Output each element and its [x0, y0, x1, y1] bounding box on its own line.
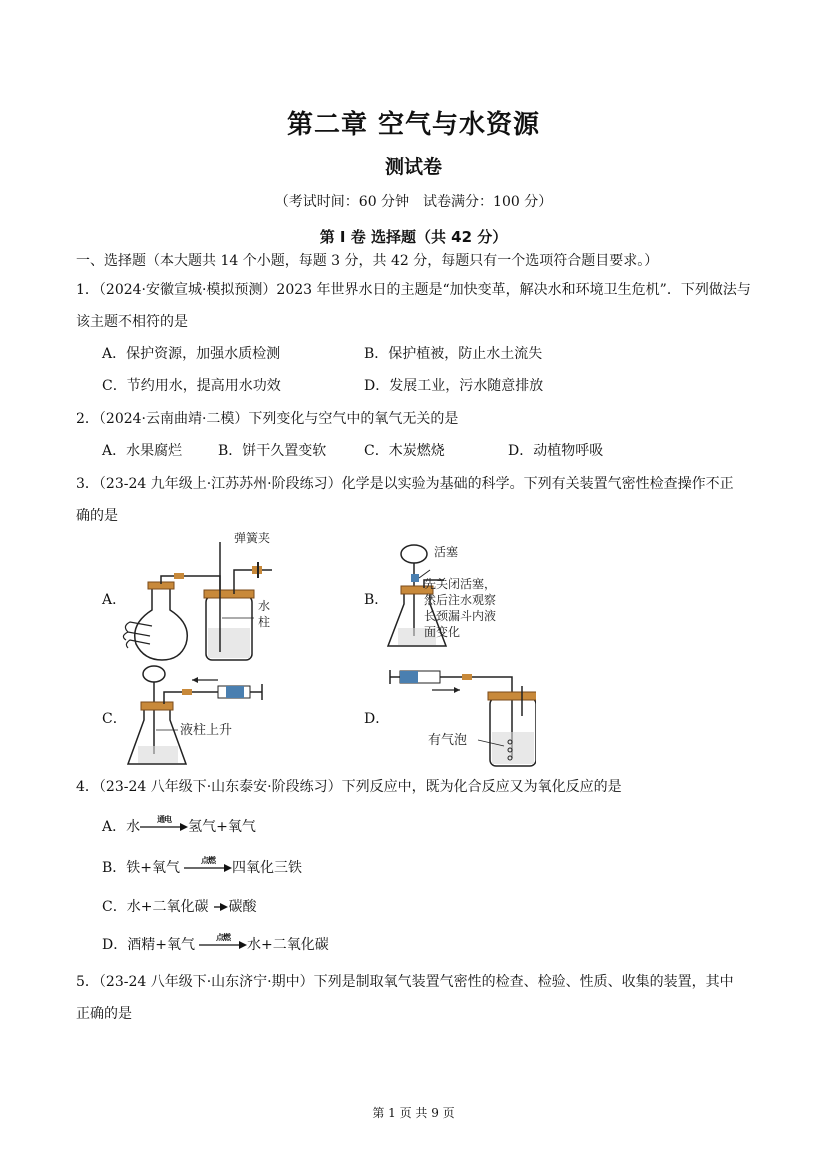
q4-b-reactants: B．铁+氧气: [102, 860, 181, 876]
bottle-stopper-d: [488, 692, 536, 700]
q3-figure-b: [384, 540, 534, 654]
q4-b-condition: 点燃: [201, 856, 216, 865]
syringe-plunger: [226, 686, 244, 698]
q2-option-c: C．木炭燃烧: [364, 443, 445, 459]
q3-option-a: A．: [102, 592, 127, 608]
q4-option-c: [102, 897, 256, 917]
q4-option-b: [102, 858, 302, 878]
q1-option-d: D．发展工业，污水随意排放: [364, 378, 544, 394]
reaction-arrow: [214, 902, 228, 912]
q1-option-b: B．保护植被，防止水土流失: [364, 346, 543, 362]
q3-figure-d: [386, 666, 536, 768]
q4-b-products: 四氧化三铁: [232, 860, 303, 876]
q4-d-products: 水+二氧化碳: [246, 937, 329, 953]
q3-option-c: C．: [102, 711, 127, 727]
q4-d-condition: 点燃: [215, 933, 230, 942]
fig-b-note-4: 面变化: [424, 625, 461, 639]
q4-stem: 4．（23-24 八年级下·山东泰安·阶段练习）下列反应中，既为化合反应又为氧化反应的是: [76, 779, 622, 795]
q2-option-b: B．饼干久置变软: [218, 443, 327, 459]
q4-c-products: 碳酸: [228, 899, 257, 915]
q3-option-b: B．: [364, 592, 389, 608]
valve-handle: [411, 574, 419, 582]
fig-b-note-2: 然后注水观察: [424, 593, 497, 607]
exam-meta: （考试时间：60 分钟 试卷满分：100 分）: [274, 194, 553, 210]
bottle-water-d: [492, 732, 534, 764]
q4-a-condition: 通电: [157, 815, 172, 824]
fig-b-valve-label: 活塞: [434, 545, 459, 559]
q3-figure-c: [122, 664, 272, 768]
q1-option-c: C．节约用水，提高用水功效: [102, 378, 281, 394]
q3-figure-a: [122, 532, 282, 664]
q4-option-a: [102, 817, 256, 837]
flask-water-c: [138, 746, 178, 763]
q4-option-d: [102, 935, 329, 955]
page-footer: 第 1 页 共 9 页: [372, 1106, 455, 1120]
q2-option-d: D．动植物呼吸: [508, 443, 604, 459]
q2-option-a: A．水果腐烂: [102, 443, 183, 459]
reaction-arrow: [184, 856, 232, 873]
rubber-joint-1: [174, 573, 184, 579]
hand-shape: [123, 622, 152, 648]
q3-option-d: D．: [364, 711, 390, 727]
flask-stopper-c: [141, 702, 173, 710]
fig-d-note: 有气泡: [428, 733, 468, 748]
section-heading: 第 I 卷 选择题（共 42 分）: [319, 228, 508, 246]
fig-a-clamp-label: 弹簧夹: [234, 532, 271, 545]
page-subtitle: 测试卷: [384, 156, 442, 178]
bottle-water: [208, 628, 250, 658]
q1-option-a: A．保护资源，加强水质检测: [102, 346, 281, 362]
page-title: 第二章 空气与水资源: [286, 110, 541, 140]
fig-b-note-1: 先关闭活塞，: [424, 577, 497, 591]
bottle-stopper: [204, 590, 254, 598]
q1-stem-line2: 该主题不相符的是: [76, 314, 188, 330]
q4-c-reactants: C．水+二氧化碳: [102, 899, 209, 915]
q1-stem-line1: 1．（2024·安徽宣城·模拟预测）2023 年世界水日的主题是“加快变革，解决水和环境卫生危机”．下列做法与: [76, 282, 751, 298]
funnel-bulb-c: [143, 666, 165, 682]
q5-stem-line1: 5．（23-24 八年级下·山东济宁·期中）下列是制取氧气装置气密性的检查、检验、性质、收集的装置，其中: [76, 974, 734, 990]
instruction-text: 一、选择题（本大题共 14 个小题，每题 3 分，共 42 分，每题只有一个选项符合题目要求。）: [76, 253, 659, 269]
q3-stem-line2: 确的是: [76, 508, 118, 524]
fig-b-note-3: 长颈漏斗内液: [424, 609, 497, 623]
q4-a-products: 氢气+氧气: [188, 819, 256, 835]
reaction-arrow: [199, 933, 247, 950]
fig-a-water-label-1: 水: [258, 599, 271, 613]
q4-d-reactants: D．酒精+氧气: [102, 937, 195, 953]
funnel-bulb: [401, 545, 427, 563]
syringe-plunger-d: [400, 671, 418, 683]
fig-c-note: 液柱上升: [180, 723, 233, 738]
q3-stem-line1: 3．（23-24 九年级上·江苏苏州·阶段练习）化学是以实验为基础的科学。下列有关装置气密性检查操作不正: [76, 476, 734, 492]
fig-a-water-label-2: 柱: [258, 615, 271, 629]
reaction-arrow: [140, 815, 188, 832]
q5-stem-line2: 正确的是: [76, 1006, 132, 1022]
q4-a-reactants: A．水: [102, 819, 141, 835]
q2-stem: 2．（2024·云南曲靖·二模）下列变化与空气中的氧气无关的是: [76, 411, 459, 427]
